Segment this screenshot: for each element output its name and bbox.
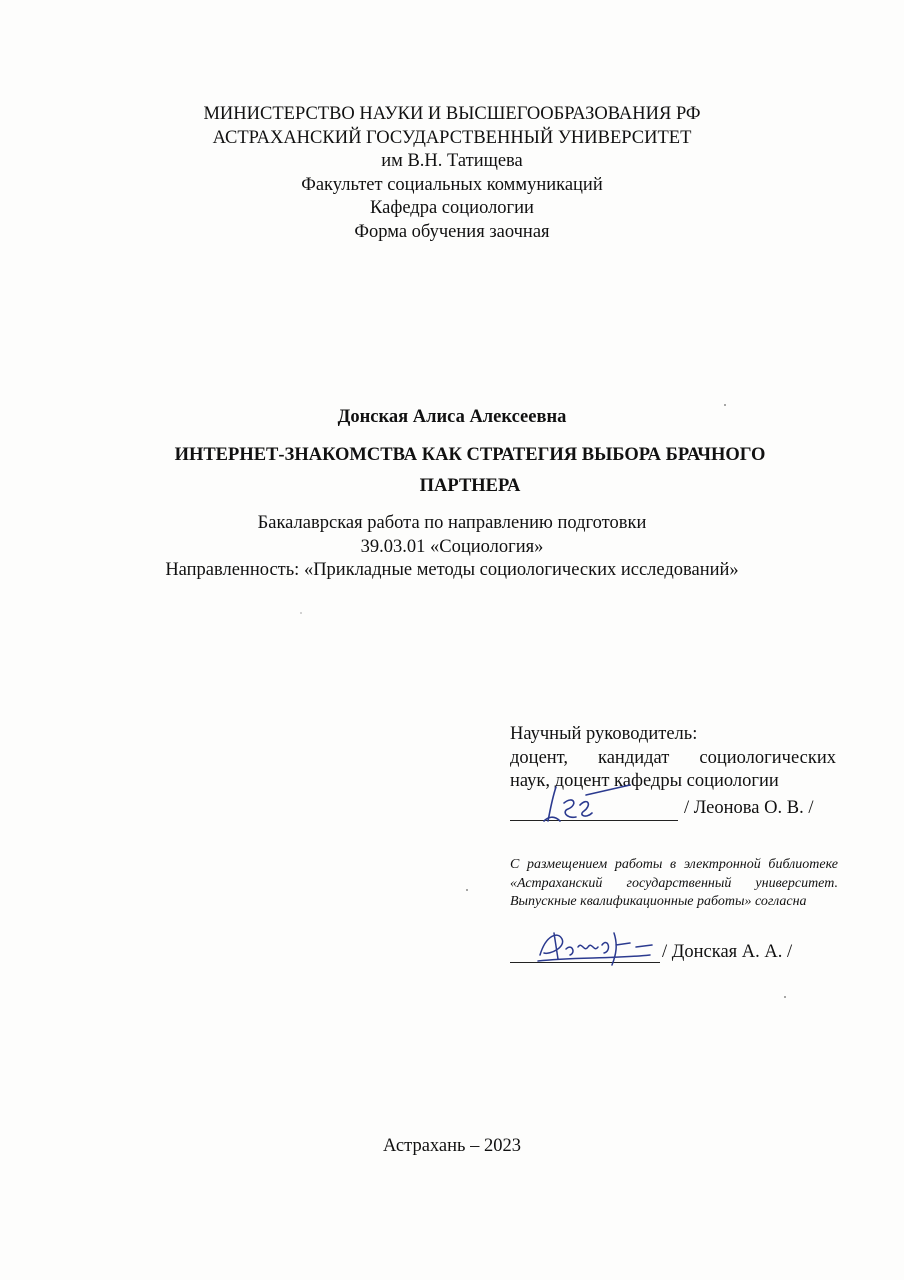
header-line-university: АСТРАХАНСКИЙ ГОСУДАРСТВЕННЫЙ УНИВЕРСИТЕТ — [212, 127, 692, 148]
supervisor-position-word: социологических — [699, 747, 836, 768]
work-description — [0, 512, 904, 583]
header-line-named-after: им В.Н. Татищева — [381, 151, 523, 171]
work-type: Бакалаврская работа по направлению подготовки — [257, 513, 647, 533]
scan-speck — [724, 404, 726, 406]
supervisor-heading: Научный руководитель: — [510, 724, 698, 744]
signature-line — [510, 944, 660, 963]
institution-header — [0, 103, 904, 244]
city-year: Астрахань – 2023 — [383, 1136, 521, 1156]
supervisor-signature-row — [510, 795, 836, 821]
header-line-study-form: Форма обучения заочная — [354, 221, 550, 242]
header-line-ministry: МИНИСТЕРСТВО НАУКИ И ВЫСШЕГООБРАЗОВАНИЯ РФ — [203, 104, 701, 124]
work-code: 39.03.01 «Социология» — [360, 536, 544, 557]
header-line-department: Кафедра социологии — [370, 198, 534, 218]
supervisor-position-line-2: наук, доцент кафедры социологии — [510, 771, 779, 791]
scan-speck — [300, 612, 302, 614]
signature-line — [510, 802, 678, 821]
supervisor-position-line-1 — [510, 747, 836, 771]
work-direction: Направленность: «Прикладные методы социологических исследований» — [165, 560, 739, 580]
consent-statement: С размещением работы в электронной библиотеке «Астраханский государственный университет. Выпускные квалификационные работы» согласна — [510, 857, 838, 909]
supervisor-signature-name: / Леонова О. В. / — [684, 798, 814, 818]
scan-speck — [784, 996, 786, 998]
author-name: Донская Алиса Алексеевна — [337, 407, 567, 427]
thesis-title — [150, 440, 790, 502]
supervisor-position-word: доцент, — [510, 747, 568, 768]
thesis-title-line-2: ПАРТНЕРА — [419, 476, 521, 496]
supervisor-position-word: кандидат — [598, 747, 670, 768]
header-line-faculty: Факультет социальных коммуникаций — [301, 174, 603, 195]
student-signature-name: / Донская А. А. / — [662, 942, 793, 962]
supervisor-block — [510, 723, 836, 821]
scan-speck — [466, 889, 468, 891]
thesis-title-line-1: ИНТЕРНЕТ-ЗНАКОМСТВА КАК СТРАТЕГИЯ ВЫБОРА БРАЧНОГО — [174, 445, 766, 465]
consent-signature-row — [510, 935, 840, 963]
